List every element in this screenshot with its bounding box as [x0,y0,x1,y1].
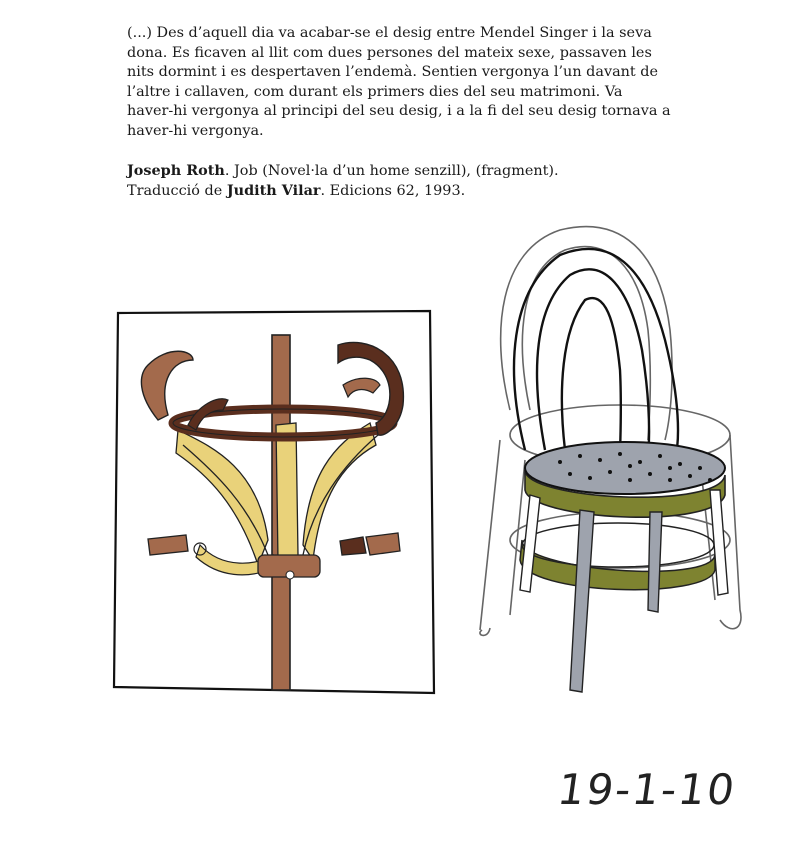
text-block [127,24,672,202]
hook-right-lower [340,537,366,555]
translation-prefix: Traducció de [127,183,227,200]
credits [127,161,672,202]
date-annotation: 19-1-10 [554,765,740,814]
publisher-info: . Edicions 62, 1993. [320,183,466,200]
chair-drawing [470,210,760,705]
work-title: . Job (Novel·la d’un home senzill), (fragment). [224,162,559,179]
coat-rack-yellow-band [276,423,298,560]
hook-left-upper [141,351,193,420]
translator-name: Judith Vilar [226,182,321,200]
quote-text: (...) Des d’aquell dia va acabar-se el desig entre Mendel Singer i la seva dona. Es ficaven al llit com dues persones del mateix sexe, passaven les nits dormint i es despertaven l’endemà. Sentien vergonya l’un davant de l’altre i callaven, com durant els primers dies del seu matrimoni. Va haver-hi vergonya al principi del seu desig, i a la fi del seu desig tornava a haver-hi vergonya. [127,25,671,139]
hook-left-lower [148,535,188,555]
hook-right-inner [343,378,380,397]
chair-lower-ring [520,540,715,590]
coat-rack-drawing [108,305,438,700]
author-name: Joseph Roth [127,161,225,179]
chair-seat [525,442,725,494]
chair-back [514,249,678,460]
